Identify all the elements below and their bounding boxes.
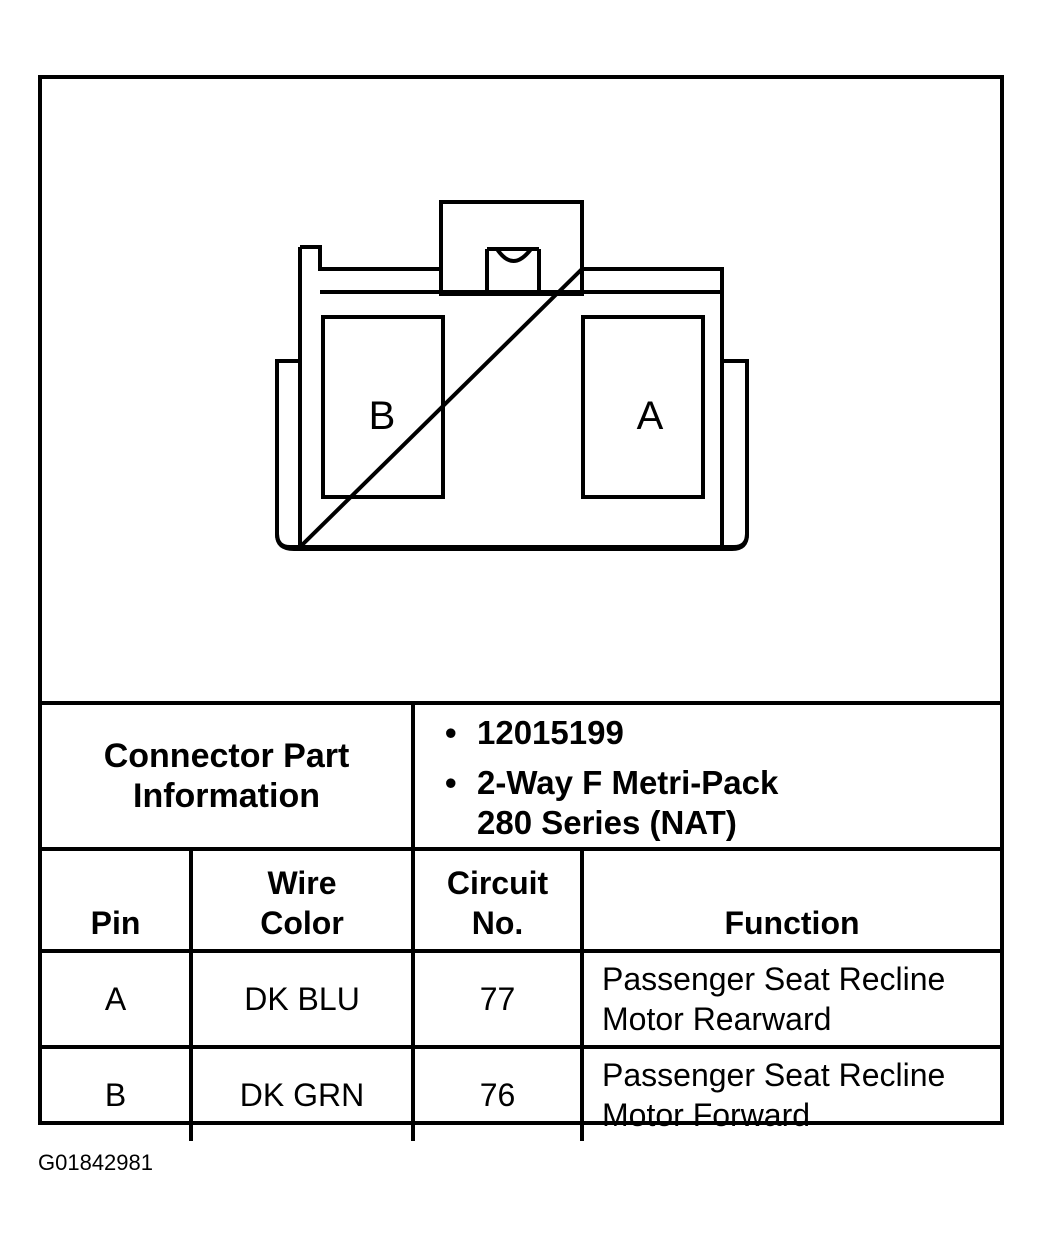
figure-id: G01842981 xyxy=(38,1150,153,1175)
part-info-row xyxy=(42,703,1000,849)
connector-diagram xyxy=(42,79,1000,701)
row-b-pin: B xyxy=(42,1047,191,1141)
connector-left-rail xyxy=(277,361,300,547)
connector-bottom-rail xyxy=(277,519,747,549)
table-header-row xyxy=(42,849,1000,951)
part-info-values xyxy=(413,703,1000,849)
row-b-circuit: 76 xyxy=(413,1047,582,1141)
table-row xyxy=(42,1047,1000,1141)
header-function: Function xyxy=(582,849,1000,951)
connector-pin-table xyxy=(42,701,1000,1141)
table-row xyxy=(42,951,1000,1047)
part-number-item: • 12015199 xyxy=(477,713,1000,753)
pin-label-b: B xyxy=(368,394,396,438)
part-info-label-line2: Information xyxy=(133,777,320,815)
row-b-wire-color: DK GRN xyxy=(191,1047,413,1141)
connector-drawing xyxy=(42,79,1000,701)
header-wire-color: Wire Color xyxy=(191,849,413,951)
part-info-label-line1: Connector Part xyxy=(103,737,350,775)
connector-figure-frame xyxy=(38,75,1004,1133)
row-a-function: Passenger Seat Recline Motor Rearward xyxy=(582,951,1000,1047)
connector-type-item: • 2-Way F Metri-Pack 280 Series (NAT) xyxy=(477,763,1000,843)
row-a-pin: A xyxy=(42,951,191,1047)
pin-label-a: A xyxy=(636,394,664,438)
row-b-function: Passenger Seat Recline Motor Forward xyxy=(582,1047,1000,1141)
part-info-label xyxy=(42,703,413,849)
row-a-wire-color: DK BLU xyxy=(191,951,413,1047)
connector-right-rail xyxy=(722,361,747,547)
header-circuit-no: Circuit No. xyxy=(413,849,582,951)
header-pin: Pin xyxy=(42,849,191,951)
row-a-circuit: 77 xyxy=(413,951,582,1047)
